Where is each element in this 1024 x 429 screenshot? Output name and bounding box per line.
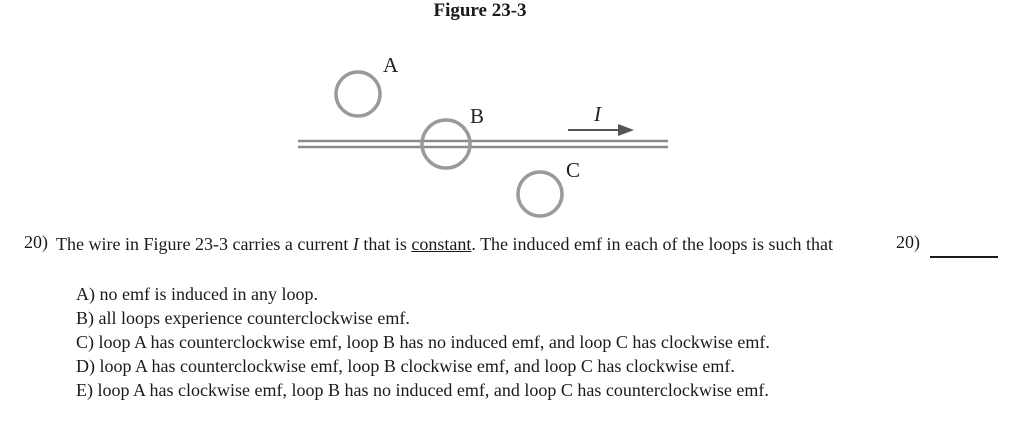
loop-c bbox=[518, 172, 562, 216]
loop-b bbox=[422, 120, 470, 168]
question-text bbox=[56, 232, 866, 257]
choices-list bbox=[76, 282, 770, 402]
question-text-part-3: . The induced emf in each of the loops is such that bbox=[471, 234, 833, 254]
choice-a[interactable]: A) no emf is induced in any loop. bbox=[76, 284, 318, 304]
choice-b[interactable]: B) all loops experience counterclockwise emf. bbox=[76, 308, 410, 328]
label-loop-c: C bbox=[566, 158, 581, 182]
underlined-word: constant bbox=[411, 234, 472, 254]
wire bbox=[298, 141, 668, 147]
label-current: I bbox=[594, 102, 601, 126]
answer-blank-line[interactable] bbox=[930, 256, 998, 258]
answer-number: 20) bbox=[896, 232, 920, 252]
figure-title: Figure 23-3 bbox=[433, 0, 527, 21]
label-loop-b: B bbox=[470, 104, 485, 128]
label-loop-a: A bbox=[383, 53, 399, 77]
question-text-part-2: that is bbox=[358, 234, 412, 254]
choice-e[interactable]: E) loop A has clockwise emf, loop B has no induced emf, and loop C has counterclockwise emf. bbox=[76, 380, 769, 400]
current-arrow-icon bbox=[568, 124, 634, 136]
choice-c[interactable]: C) loop A has counterclockwise emf, loop B has no induced emf, and loop C has clockwise emf. bbox=[76, 332, 770, 352]
question-text-part-1: The wire in Figure 23-3 carries a current bbox=[56, 234, 353, 254]
question-number: 20) bbox=[24, 232, 48, 252]
current-symbol: I bbox=[352, 234, 359, 254]
choice-d[interactable]: D) loop A has counterclockwise emf, loop B clockwise emf, and loop C has clockwise emf. bbox=[76, 356, 735, 376]
loop-a bbox=[336, 72, 380, 116]
